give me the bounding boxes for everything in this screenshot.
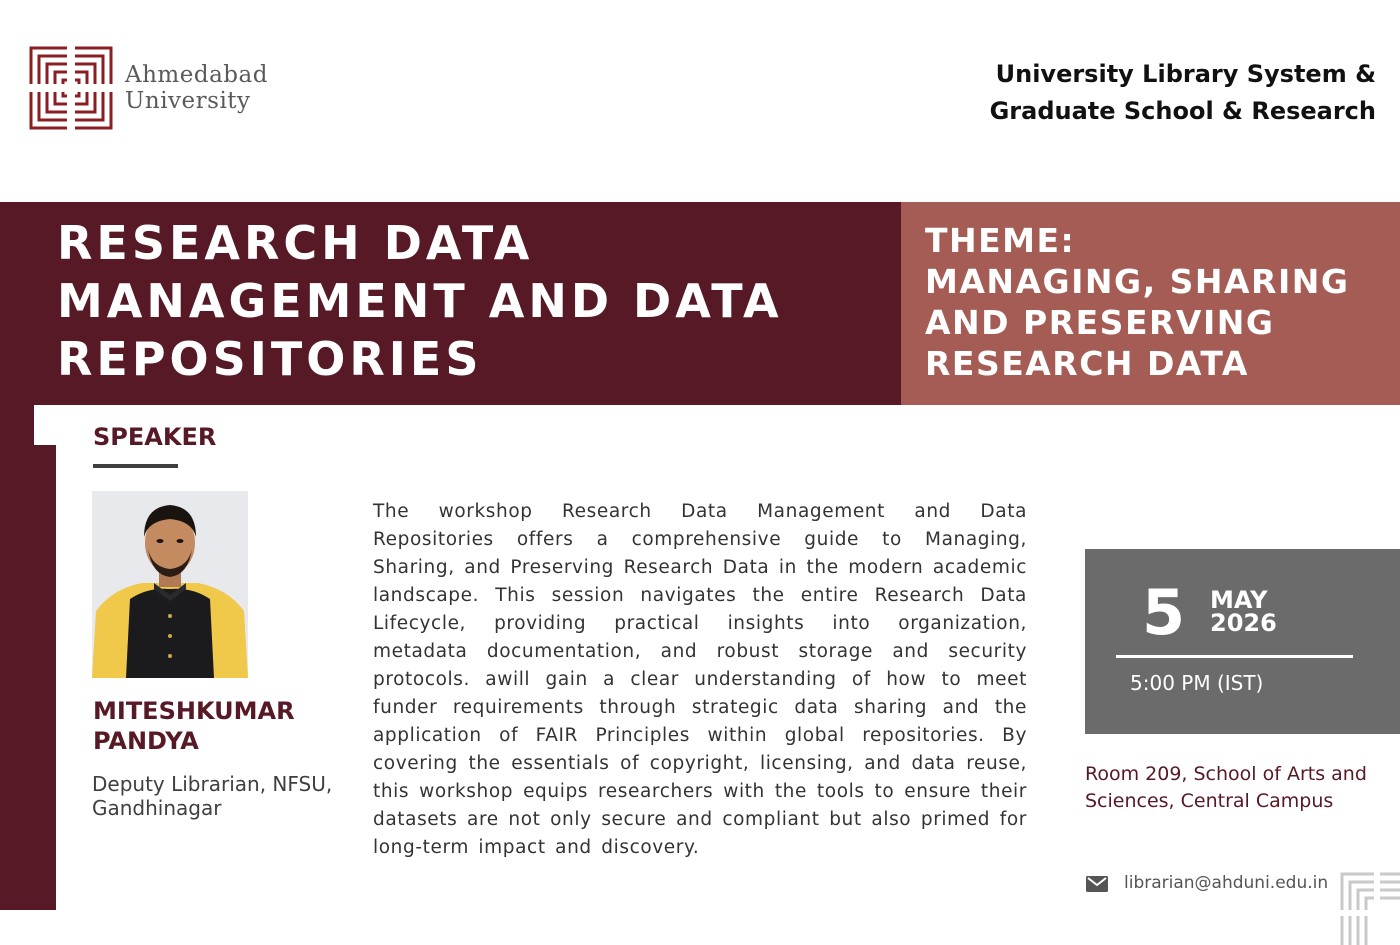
- speaker-name-line-1: MITESHKUMAR: [93, 697, 295, 725]
- speaker-name: [93, 696, 295, 756]
- workshop-description: The workshop Research Data Management and Data Repositories offers a comprehensive guide to Managing, Sharing, and Preserving Research Data in the modern academic landscape. This session navigates the entire Research Data Lifecycle, providing practical insights into organization, metadata documentation, and robust storage and security protocols. awill gain a clear understanding of how to meet funder requirements through strategic data sharing and the application of FAIR Principles within global repositories. By covering the essentials of copyright, licensing, and data reuse, this workshop equips researchers with the tools to ensure their datasets are not only secure and compliant but also primed for long-term impact and discovery.: [373, 501, 1027, 858]
- event-year: 2026: [1210, 609, 1277, 637]
- organizer: [990, 56, 1376, 130]
- speaker-heading-underline: [93, 464, 178, 468]
- speaker-name-line-2: PANDYA: [93, 727, 199, 755]
- event-theme: [925, 220, 1349, 384]
- corner-pattern-icon: [1340, 872, 1400, 945]
- logo-line-1: Ahmedabad: [125, 62, 268, 88]
- speaker-role: [92, 772, 332, 820]
- organizer-line-1: University Library System &: [995, 60, 1376, 88]
- theme-line-1: THEME:: [925, 221, 1076, 260]
- title-line-3: REPOSITORIES: [57, 332, 483, 386]
- contact-email[interactable]: librarian@ahduni.edu.in: [1124, 873, 1329, 893]
- date-box: [1085, 549, 1400, 734]
- event-time: 5:00 PM (IST): [1130, 671, 1264, 695]
- theme-line-2: MANAGING, SHARING: [925, 262, 1350, 301]
- date-divider: [1116, 655, 1353, 658]
- title-line-1: RESEARCH DATA: [57, 216, 534, 270]
- event-title: [57, 214, 783, 388]
- speaker-role-line-2: Gandhinagar: [92, 796, 222, 820]
- event-venue: [1085, 761, 1367, 815]
- title-line-2: MANAGEMENT AND DATA: [57, 274, 783, 328]
- theme-line-3: AND PRESERVING: [925, 303, 1275, 342]
- speaker-photo: [92, 491, 248, 678]
- mail-icon: [1086, 876, 1108, 892]
- university-logo-icon: [29, 46, 113, 130]
- venue-line-2: Sciences, Central Campus: [1085, 790, 1334, 812]
- speaker-heading: SPEAKER: [93, 423, 217, 451]
- logo-line-2: University: [125, 88, 251, 114]
- organizer-line-2: Graduate School & Research: [989, 97, 1376, 125]
- event-day: 5: [1142, 576, 1186, 649]
- side-strip: [0, 405, 34, 910]
- theme-line-4: RESEARCH DATA: [925, 344, 1249, 383]
- venue-line-1: Room 209, School of Arts and: [1085, 763, 1367, 785]
- speaker-role-line-1: Deputy Librarian, NFSU,: [92, 772, 333, 796]
- university-wordmark: [125, 62, 268, 114]
- event-month: MAY: [1210, 586, 1268, 614]
- side-strip-inner: [34, 445, 56, 910]
